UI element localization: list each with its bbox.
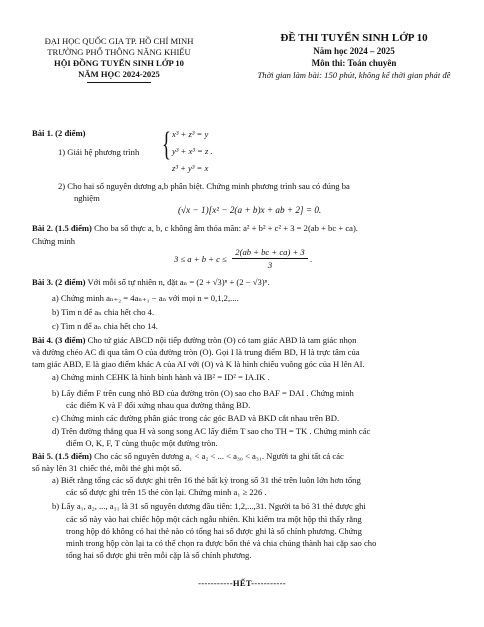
header-left <box>14 36 224 83</box>
bai2-fraction-denominator: 3 <box>267 260 273 270</box>
bai3-part-c: c) Tìm n để aₙ chia hết cho 14. <box>52 321 158 331</box>
bai2-period: . <box>310 254 313 264</box>
bai5-part-a-line1: a) Biết rằng tổng các số được ghi trên 16 thẻ bất kỳ trong số 31 thẻ trên luôn lớn hơn tổng <box>52 475 361 485</box>
bai4-line3: tam giác ABD, E là giao điểm khác A của AI với (O) và K là hình chiếu vuông góc của H lên AI. <box>32 359 365 369</box>
bai5-part-b-line1: b) Lấy a₁, a₂, ..., a₃₁ là 31 số nguyên dương đầu tiên: 1,2,...,31. Người ta bỏ 31 thẻ được ghi <box>52 501 366 511</box>
header-divider <box>87 82 151 83</box>
system-eq2: y³ + x³ = z . <box>172 146 213 156</box>
bai4-part-b-line2: các điểm K và F đối xứng nhau qua đường thẳng BD. <box>66 400 251 410</box>
school-year: NĂM HỌC 2024-2025 <box>78 69 160 79</box>
bai1-title: Bài 1. (2 điểm) <box>32 128 86 138</box>
bai4-part-b-line1: b) Lấy điểm F trên cung nhỏ BD của đường tròn (O) sao cho BAF = DAI . Chứng minh <box>52 388 354 398</box>
bai3-line1 <box>32 277 269 288</box>
system-brace: { <box>162 126 171 163</box>
exam-year: Năm học 2024 – 2025 <box>313 46 395 56</box>
bai5-part-b-line2: các số này vào hai chiếc hộp một cách ngẫu nhiên. Khi kiểm tra một hộp thì thấy rằng <box>66 514 362 524</box>
bai1-part1: 1) Giải hệ phương trình <box>58 147 140 157</box>
university-name: ĐẠI HỌC QUỐC GIA TP. HỒ CHÍ MINH <box>44 36 194 46</box>
bai4-part-d-line2: điểm O, K, F, T cùng thuộc một đường tròn. <box>66 438 218 448</box>
bai5-line1 <box>32 451 344 462</box>
bai2-line2: Chứng minh <box>32 236 76 246</box>
bai5-part-a-line2: các số được ghi trên 15 thẻ còn lại. Chứng minh a₁ ≥ 226 . <box>66 487 267 497</box>
bai4-title: Bài 4. (3 điểm) <box>32 335 86 345</box>
bai4-text1: Cho tứ giác ABCD nội tiếp đường tròn (O) có tam giác ABD là tam giác nhọn <box>85 335 357 345</box>
bai1-equation: (√x − 1)[x² − 2(a + b)x + ab + 2] = 0. <box>178 205 322 215</box>
bai3-part-a: a) Chứng minh aₙ₊₂ = 4aₙ₊₁ − aₙ với mọi n = 0,1,2,.... <box>52 293 239 303</box>
bai1-part2-line2: nghiệm <box>74 193 100 203</box>
council-name: HỘI ĐỒNG TUYỂN SINH LỚP 10 <box>54 58 184 68</box>
bai3-title: Bài 3. (2 điểm) <box>32 277 86 287</box>
bai2-title: Bài 2. (1.5 điểm) <box>32 223 92 233</box>
bai4-line1 <box>32 335 356 346</box>
bai5-title: Bài 5. (1.5 điểm) <box>32 451 92 461</box>
school-name: TRƯỜNG PHỔ THÔNG NĂNG KHIẾU <box>47 47 191 57</box>
bai5-part-b-line5: tổng hai số được ghi trên mỗi cặp là số chính phương. <box>66 550 252 560</box>
bai2-fraction-numerator: 2(ab + bc + ca) + 3 <box>235 247 305 257</box>
bai5-text1: Cho các số nguyên dương a₁ < a₂ < ... < a₃₀ < a₃₁. Người ta ghi tất cả các <box>91 451 344 461</box>
exam-title: ĐỀ THI TUYỂN SINH LỚP 10 <box>280 32 428 44</box>
bai4-part-c: c) Chứng minh các đường phân giác trong các góc BAD và BKD cắt nhau trên BD. <box>52 413 340 423</box>
bai2-inequality-left: 3 ≤ a + b + c ≤ <box>174 254 227 264</box>
bai5-part-b-line4: minh trong hộp còn lại ta có thể chọn ra được bốn thẻ và chia chúng thành hai cặp sao cho <box>66 538 377 548</box>
header-right <box>232 31 476 81</box>
bai2-line1 <box>32 223 358 234</box>
bai1-part2-line1: 2) Cho hai số nguyên dương a,b phân biệt. Chứng minh phương trình sau có đúng ba <box>58 181 350 191</box>
bai3-text: Với mỗi số tự nhiên n, đặt aₙ = (2 + √3)ⁿ + (2 − √3)ⁿ. <box>85 277 270 287</box>
system-eq3: z³ + y³ = x <box>172 163 209 173</box>
bai4-part-a: a) Chứng minh CEHK là hình bình hành và IB² = ID² = IA.IK . <box>52 372 270 382</box>
bai5-line2: số này lên 31 chiếc thẻ, mỗi thẻ ghi một số. <box>32 463 182 473</box>
exam-subject: Môn thi: Toán chuyên <box>311 58 397 68</box>
bai5-part-b-line3: trong hộp đó không có hai thẻ nào có tổng hai số được ghi là số chính phương. Chứng <box>66 526 362 536</box>
exam-time: Thời gian làm bài: 150 phút, không kể thời gian phát đề <box>257 70 451 80</box>
bai4-part-d-line1: d) Trên đường thẳng qua H và song song AC lấy điểm T sao cho TH = TK . Chứng minh các <box>52 426 371 436</box>
system-eq1: x³ + z³ = y <box>172 129 209 139</box>
bai2-text: Cho ba số thực a, b, c không âm thỏa mãn: a² + b² + c² + 3 = 2(ab + bc + ca). <box>91 223 358 233</box>
bai2-fraction-bar <box>232 258 308 259</box>
bai3-part-b: b) Tìm n để aₙ chia hết cho 4. <box>52 307 155 317</box>
end-marker: -----------HẾT----------- <box>198 578 286 588</box>
bai4-line2: và đường chéo AC đi qua tâm O của đường tròn (O). Gọi I là trung điểm BD, H là trực tâm của <box>32 347 360 357</box>
